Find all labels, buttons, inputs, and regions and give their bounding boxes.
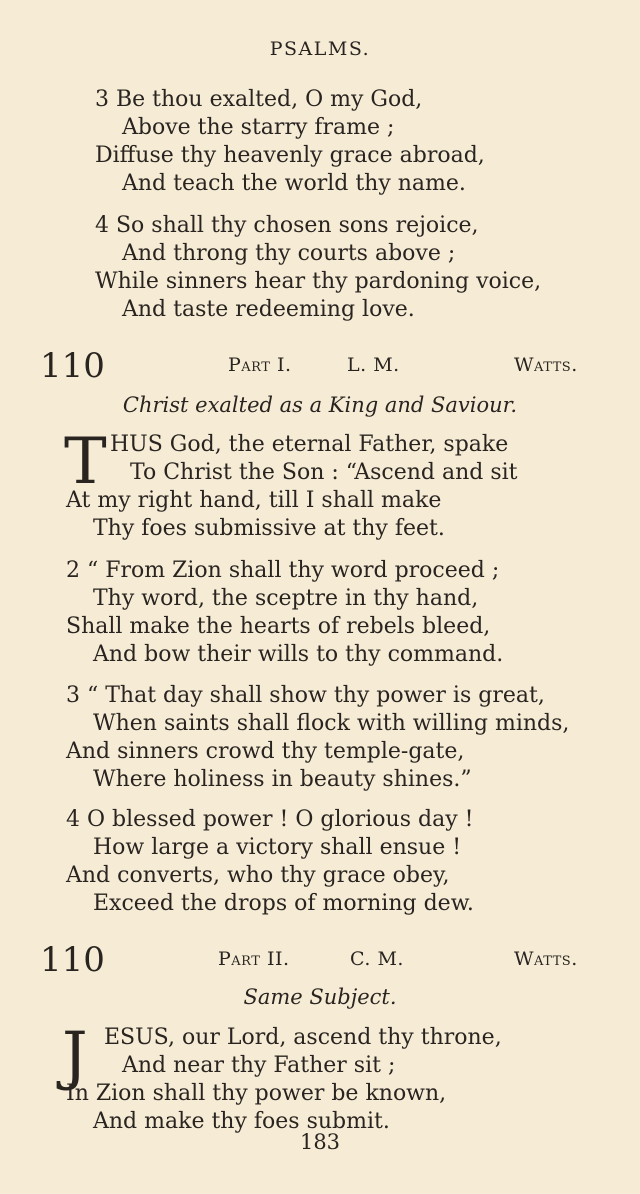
verse-line: And teach the world thy name. xyxy=(122,171,466,196)
verse-line: 3 Be thou exalted, O my God, xyxy=(95,87,423,112)
verse-line: Above the starry frame ; xyxy=(122,115,395,140)
verse-line: And converts, who thy grace obey, xyxy=(66,863,450,888)
hymn-subtitle: Same Subject. xyxy=(243,985,397,1009)
verse-line: In Zion shall thy power be known, xyxy=(66,1081,447,1106)
verse-line: And bow their wills to thy command. xyxy=(93,642,504,667)
drop-cap: J xyxy=(62,1019,88,1093)
verse-line: 4 O blessed power ! O glorious day ! xyxy=(66,807,474,832)
hymn-number: 110 xyxy=(40,346,105,386)
verse-line: Diffuse thy heavenly grace abroad, xyxy=(95,143,485,168)
verse-line: 3 “ That day shall show thy power is great, xyxy=(66,683,545,708)
hymn-meter: L. M. xyxy=(347,354,400,376)
hymn-meter: C. M. xyxy=(350,948,404,970)
verse-line: Thy foes submissive at thy feet. xyxy=(93,516,445,541)
hymn-number: 110 xyxy=(40,940,105,980)
verse-line: Thy word, the sceptre in thy hand, xyxy=(93,586,479,611)
verse-line: At my right hand, till I shall make xyxy=(66,488,442,513)
verse-line: To Christ the Son : “Ascend and sit xyxy=(130,460,518,485)
hymn-part: Part II. xyxy=(218,948,290,970)
hymn-author: Watts. xyxy=(514,354,578,376)
verse-line: HUS God, the eternal Father, spake xyxy=(110,432,509,457)
hymn-subtitle: Christ exalted as a King and Saviour. xyxy=(122,393,518,417)
verse-line: 4 So shall thy chosen sons rejoice, xyxy=(95,213,479,238)
verse-line: When saints shall flock with willing minds, xyxy=(93,711,570,736)
verse-line: Shall make the hearts of rebels bleed, xyxy=(66,614,491,639)
hymn-author: Watts. xyxy=(514,948,578,970)
verse-line: While sinners hear thy pardoning voice, xyxy=(95,269,542,294)
verse-line: ESUS, our Lord, ascend thy throne, xyxy=(104,1025,502,1050)
verse-line: And make thy foes submit. xyxy=(93,1109,390,1134)
page-number: 183 xyxy=(299,1130,341,1154)
verse-line: And throng thy courts above ; xyxy=(122,241,456,266)
verse-line: And near thy Father sit ; xyxy=(122,1053,396,1078)
verse-line: Where holiness in beauty shines.” xyxy=(93,767,472,792)
verse-line: Exceed the drops of morning dew. xyxy=(93,891,474,916)
verse-line: How large a victory shall ensue ! xyxy=(93,835,462,860)
verse-line: And sinners crowd thy temple-gate, xyxy=(66,739,465,764)
verse-line: And taste redeeming love. xyxy=(122,297,415,322)
verse-line: 2 “ From Zion shall thy word proceed ; xyxy=(66,558,500,583)
running-head: PSALMS. xyxy=(269,38,371,60)
drop-cap: T xyxy=(64,425,107,499)
hymn-part: Part I. xyxy=(228,354,292,376)
